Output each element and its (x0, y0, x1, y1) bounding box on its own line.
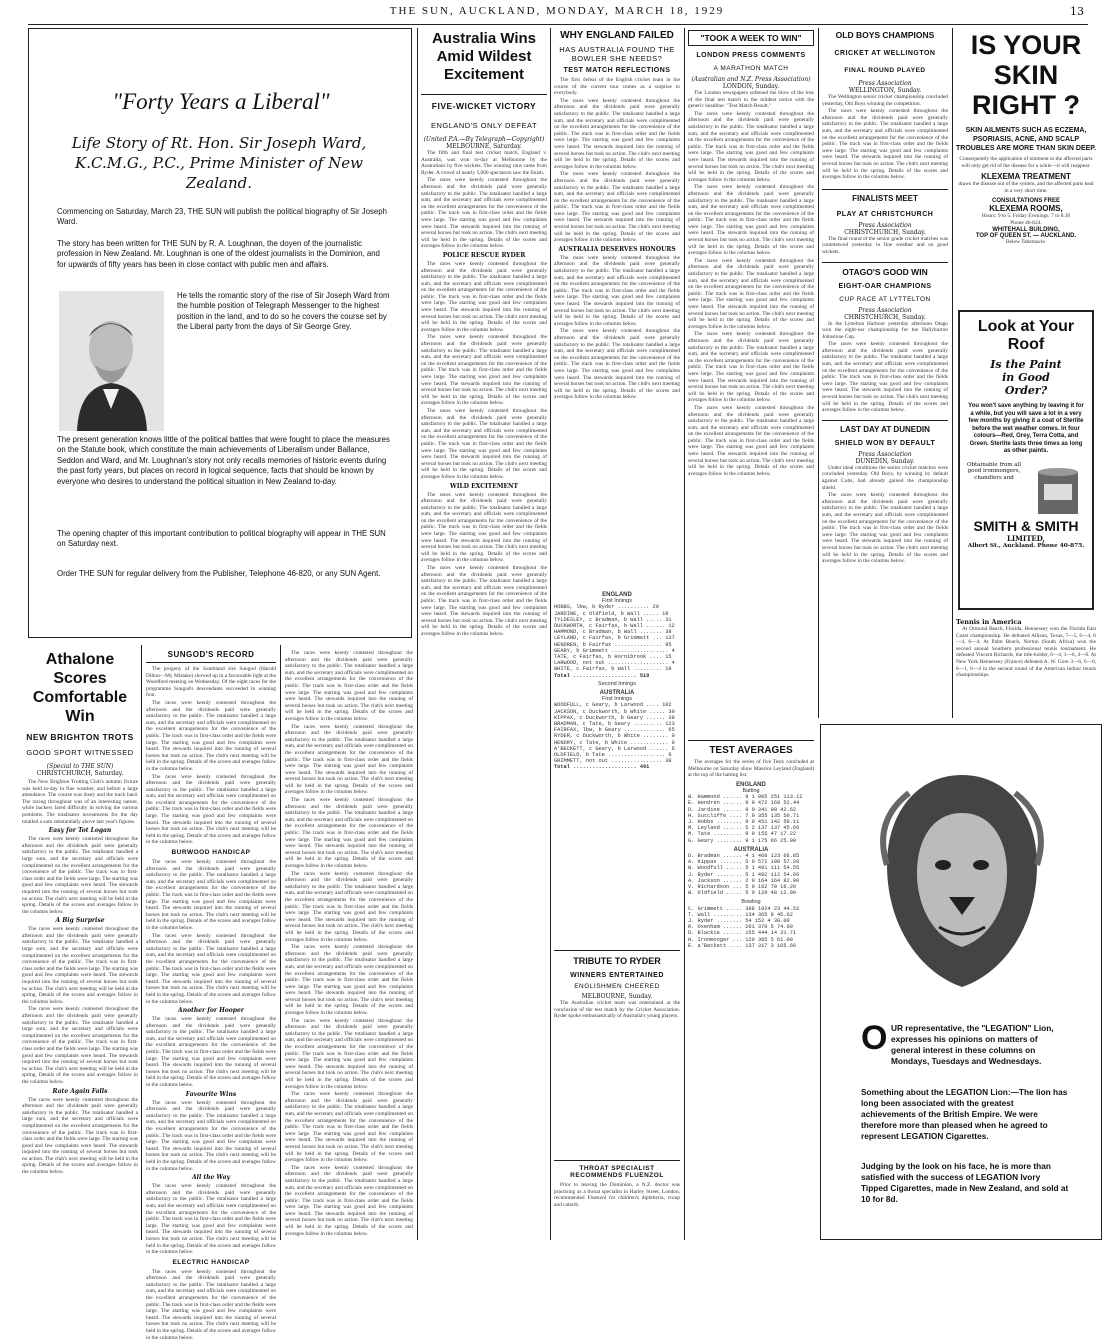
tennis-article (956, 618, 1096, 718)
england-failed-article (554, 30, 680, 590)
filler-text: The races were keenly contested throughout the afternoon and the dividends paid were generally satisfactory to the public. The totalisator handled a large sum, and the secretary and officials were complimented on the excellent arrangements for the convenience of the public. The track was in first-class order and the fields were large. The starting was good and few complaints were heard. The stewards inquired into the running of several horses but took no action. The club's next meeting will be held in the spring. Details of the scores and averages follow in the columns below. (146, 932, 276, 1005)
took-week-title: "TOOK A WEEK TO WIN" (688, 30, 814, 46)
liberal-title: "Forty Years a Liberal" (112, 89, 330, 114)
skin-rooms: KLEXEMA ROOMS, (989, 204, 1063, 214)
column-rule (684, 28, 685, 1240)
ryder-body: The Australian cricket team was entertained at the conclusion of the test match by the Cricket Association. Ryder spoke enthusiastically of Australia's young players. (554, 1000, 680, 1020)
aus-score-row: HENDRY, c Tate, b White ............ 0 (554, 739, 675, 746)
lion-icon (869, 761, 1055, 1001)
avg-bowl-row: H. Ironmonger ... 120 305 5 61.00 (688, 936, 793, 943)
masthead (0, 2, 1114, 24)
australia-body: The fifth and final test cricket match, England v. Australia, was won to-day at Melbourne by the Australians by five wickets. The winning runs came from Ryder. A crowd of nearly 5,000 spectators saw the finish. (421, 150, 547, 176)
avg-aus-heading: AUSTRALIA (733, 846, 769, 853)
filler-text: The races were keenly contested throughout the afternoon and the dividends paid were generally satisfactory to the public. The totalisator handled a large sum, and the secretary and officials were complimented on the excellent arrangements for the convenience of the public. The track was in first-class order and the fields were large. The starting was good and few complaints were heard. The stewards inquired into the running of several horses but took no action. The club's next meeting will be held in the spring. Details of the scores and averages follow in the columns below. (688, 404, 814, 477)
filler-text: The races were keenly contested throughout the afternoon and the dividends paid were generally satisfactory to the public. The totalisator handled a large sum, and the secretary and officials were complimented on the excellent arrangements for the convenience of the public. The track was in first-class order and the fields were large. The starting was good and few complaints were heard. The stewards inquired into the running of several horses but took no action. The club's next meeting will be held in the spring. Details of the scores and averages follow in the columns below. (285, 797, 413, 869)
avg-eng-list (688, 794, 814, 844)
otago-h2: EIGHT-OAR CHAMPIONS (838, 282, 932, 290)
skin-title1: IS YOUR (970, 30, 1082, 60)
finalists-body: The final round of the senior grade cricket matches was commenced yesterday in fine weather and on good wickets. (822, 235, 948, 255)
avg-eng-row: G. Geary ........ 9 1 175 66 25.00 (688, 837, 797, 844)
sungod-sub3: All the Way (192, 1174, 230, 1182)
ryder-h2: WINNERS ENTERTAINED (570, 972, 664, 979)
finalists-dateline: CHRISTCHURCH, Sunday. (844, 228, 926, 236)
eng-score-row: DUCKWORTH, c Fairfax, b Wall ...... 12 (554, 623, 675, 630)
liberal-intro: Commencing on Saturday, March 23, THE SUN will publish the political biography of Sir Joseph Ward. (57, 207, 387, 226)
throat-body: Prior to leaving the Dominion, a N.Z. doctor was practising as a throat specialist in Harley Street, London, recommended Fluenzol for children's diphtheria, croup and catarrh. (554, 1182, 680, 1208)
sungod-sub4: BURWOOD HANDICAP (171, 849, 251, 857)
filler-text: The races were keenly contested throughout the afternoon and the dividends paid were generally satisfactory to the public. The totalisator handled a large sum, and the secretary and officials were complimented on the excellent arrangements for the convenience of the public. The track was in first-class order and the fields were large. The starting was good and few complaints were heard. The stewards inquired into the running of several horses but took no action. The club's next meeting will be held in the spring. Details of the scores and averages follow in the columns below. (146, 1183, 276, 1256)
skin-building: WHITEHALL BUILDING, (992, 226, 1060, 233)
australia-h2: FIVE-WICKET VICTORY (421, 94, 547, 111)
roof-tin-area (960, 462, 1092, 518)
eng-score-row: GEARY, b Grimmett .................. 4 (554, 647, 675, 654)
filler-text: The races were keenly contested throughout the afternoon and the dividends paid were generally satisfactory to the public. The totalisator handled a large sum, and the secretary and officials were complimented on the excellent arrangements for the convenience of the public. The track was in first-class order and the fields were large. The starting was good and few complaints were heard. The stewards inquired into the running of several horses but took no action. The club's next meeting will be held in the spring. Details of the scores and averages follow in the columns below. (146, 1016, 276, 1089)
last-day-h2: SHIELD WON BY DEFAULT (834, 439, 936, 447)
scores-aus-heading: AUSTRALIA (599, 690, 635, 697)
scores-england-sub: First Innings (602, 598, 632, 605)
sungod-sub2: Favourite Wins (185, 1090, 237, 1098)
masthead-rule (28, 24, 1088, 25)
roof-obtain: Obtainable from all good ironmongers, chandlers and (966, 461, 1022, 481)
avg-aus-row: D. Bradman ...... 4 1 468 123 66.85 (688, 853, 800, 860)
filler-text: The races were keenly contested throughout the afternoon and the dividends paid were generally satisfactory to the public. The totalisator handled a large sum, and the secretary and officials were complimented on the excellent arrangements for the convenience of the public. The track was in first-class order and the fields were large. The starting was good and few complaints were heard. The stewards inquired into the running of several horses but took no action. The club's next meeting will be held in the spring. Details of the scores and averages follow in the columns below. (146, 859, 276, 931)
otago-h3: CUP RACE AT LYTTELTON (839, 295, 931, 303)
aus-score-row: A'BECKETT, c Geary, b Larwood ...... 6 (554, 745, 675, 752)
aus-score-row: JACKSON, c Duckworth, b White ..... 30 (554, 708, 675, 715)
aus-score-list (554, 702, 680, 764)
masthead-title: THE SUN, AUCKLAND, MONDAY, MARCH 18, 1929 (389, 5, 725, 17)
skin-lead: SKIN AILMENTS SUCH AS ECZEMA, PSORIASIS, ACNE, AND SCALP TROUBLES ARE MORE THAN SKIN DEEP. (956, 127, 1097, 152)
skin-below: Below Tabernacle. (1005, 238, 1047, 245)
last-day-credit: Press Association (858, 450, 912, 458)
scoreboard (554, 592, 680, 932)
avg-bowl-row: E. a'Beckett .... 137 317 3 105.66 (688, 942, 797, 949)
filler-text: The races were keenly contested throughout the afternoon and the dividends paid were generally satisfactory to the public. The totalisator handled a large sum, and the secretary and officials were complimented on the excellent arrangements for the convenience of the public. The track was in first-class order and the fields were large. The starting was good and few complaints were heard. The stewards inquired into the running of several horses but took no action. The club's next meeting will be held in the spring. Details of the scores and averages follow in the columns below. (285, 1017, 413, 1090)
sungod-body: The progeny of the Southland sire Sungod (Harold Dillon—My Mistake) showed up in a favourable light at the Woodford meeting on Wednesday. Of the eight races for the programme Sungod's descendants succeeded in winning four. (146, 666, 276, 699)
filler-text: The races were keenly contested throughout the afternoon and the dividends paid were generally satisfactory to the public. The totalisator handled a large sum, and the secretary and officials were complimented on the excellent arrangements for the convenience of the public. The track was in first-class order and the fields were large. The starting was good and few complaints were heard. The stewards inquired into the running of several horses but took no action. The club's next meeting will be held in the spring. Details of the scores and averages follow in the columns below. (22, 1096, 138, 1176)
took-week-credit: (Australian and N.Z. Press Association) (691, 76, 811, 83)
sungod-title: SUNGOD'S RECORD (146, 650, 276, 663)
ryder-dateline: MELBOURNE, Sunday. (581, 993, 653, 1000)
england-failed-h2: HAS AUSTRALIA FOUND THE BOWLER SHE NEEDS? (559, 45, 675, 63)
tennis-title: Tennis in America (956, 618, 1022, 626)
avg-eng-row: M. Leyland ...... 5 2 137 137 45.66 (688, 825, 800, 832)
liberal-subtitle: Life Story of Rt. Hon. Sir Joseph Ward, K.C.M.G., P.C., Prime Minister of New Zealand. (71, 134, 367, 192)
skin-title2: SKIN RIGHT ? (972, 60, 1080, 120)
filler-text: The races were keenly contested throughout the afternoon and the dividends paid were generally satisfactory to the public. The totalisator handled a large sum, and the secretary and officials were complimented on the excellent arrangements for the convenience of the public. The track was in first-class order and the fields were large. The starting was good and few complaints were heard. The stewards inquired into the running of several horses but took no action. The club's next meeting will be held in the spring. Details of the scores and averages follow in the columns below. (146, 699, 276, 772)
athalone-h3: GOOD SPORT WITNESSED (26, 748, 134, 757)
column-rule (280, 645, 281, 1240)
scores-aus-total: Total .................... 491 (554, 764, 650, 771)
avg-aus-row: A. Kippax ....... 5 0 572 100 57.20 (688, 859, 800, 866)
old-boys-article (822, 30, 948, 720)
roof-title1: Look at Your (977, 318, 1075, 335)
eng-score-row: WHITE, c Fairfax, b Wall ......... 19 (554, 666, 672, 673)
legation-p2: Something about the LEGATION Lion:—The lion has long been associated with the greatest achievements of the British Empire. We were therefore more than pleased when he agreed to represent LEGATION Cigarettes. (861, 1087, 1068, 1141)
avg-batting-heading: Batting (742, 787, 760, 794)
aus-score-row: GRIMMETT, not out ................ 38 (554, 758, 672, 765)
test-averages-article (688, 740, 814, 1240)
filler-text: The races were keenly contested throughout the afternoon and the dividends paid were generally satisfactory to the public. The totalisator handled a large sum, and the secretary and officials were complimented on the excellent arrangements for the convenience of the public. The track was in first-class order and the fields were large. The starting was good and few complaints were heard. The stewards inquired into the running of several horses but took no action. The club's next meeting will be held in the spring. Details of the scores and averages follow in the columns below. (285, 870, 413, 943)
athalone-credit: (Special to THE SUN) (46, 763, 114, 770)
filler-text: The races were keenly contested throughout the afternoon and the dividends paid were generally satisfactory to the public. The totalisator handled a large sum, and the secretary and officials were complimented on the excellent arrangements for the convenience of the public. The track was in first-class order and the fields were large. The starting was good and few complaints were heard. The stewards inquired into the running of several horses but took no action. The club's next meeting will be held in the spring. Details of the scores and averages follow in the columns below. (146, 1099, 276, 1172)
roof-q1: Is the Paint (990, 358, 1062, 371)
aus-score-row: OLDFIELD, b Tate .................. 6 (554, 752, 672, 759)
eng-score-row: TATE, c Fairfax, b Hornibrook .... 15 (554, 654, 672, 661)
otago-title: OTAGO'S GOOD WIN (822, 262, 948, 277)
filler-text: The races were keenly contested throughout the afternoon and the dividends paid were generally satisfactory to the public. The totalisator handled a large sum, and the secretary and officials were complimented on the excellent arrangements for the convenience of the public. The track was in first-class order and the fields were large. The starting was good and few complaints were heard. The stewards inquired into the running of several horses but took no action. The club's next meeting will be held in the spring. Details of the scores and averages follow in the columns below. (822, 341, 948, 414)
australia-sub1: POLICE RESCUE RYDER (442, 251, 526, 259)
finalists-credit: Press Association (858, 221, 912, 229)
roof-q3: Order? (1004, 384, 1048, 397)
scores-aus-sub: First Innings (602, 696, 632, 703)
ryder-title: TRIBUTE TO RYDER (554, 950, 680, 966)
eng-score-row: JARDINE, c Oldfield, b Wall ..... 19 (554, 610, 669, 617)
old-boys-dateline: WELLINGTON, Sunday. (848, 87, 922, 94)
eng-score-row: TYLDESLEY, c Bradman, b Wall ..... 31 (554, 616, 672, 623)
eng-score-row: LARWOOD, not out ................... 4 (554, 660, 675, 667)
sungod-sub1: Another for Hooper (178, 1007, 244, 1015)
filler-text: The races were keenly contested throughout the afternoon and the dividends paid were generally satisfactory to the public. The totalisator handled a large sum, and the secretary and officials were complimented on the excellent arrangements for the convenience of the public. The track was in first-class order and the fields were large. The starting was good and few complaints were heard. The stewards inquired into the running of several horses but took no action. The club's next meeting will be held in the spring. Details of the scores and averages follow in the columns below. (554, 328, 680, 401)
otago-body: In the Lyttelton Harbour yesterday afternoon Otago won the eight-oar championship for the Hallyburton Johnstone Cup. (822, 320, 948, 340)
aus-score-row: RYDER, c Duckworth, b White ........ 0 (554, 733, 675, 740)
avg-bowl-row: T. Wall ......... 134 365 8 45.62 (688, 911, 793, 918)
last-day-dateline: DUNEDIN, Sunday. (855, 457, 915, 465)
roof-ad (958, 310, 1094, 610)
roof-limited: LIMITED, (1006, 533, 1046, 543)
filler-text: The races were keenly contested throughout the afternoon and the dividends paid were generally satisfactory to the public. The totalisator handled a large sum, and the secretary and officials were complimented on the excellent arrangements for the convenience of the public. The track was in first-class order and the fields were large. The starting was good and few complaints were heard. The stewards inquired into the running of several horses but took no action. The club's next meeting will be held in the spring. Details of the scores and averages follow in the columns below. (554, 254, 680, 327)
athalone-sub3: Rate Again Falls (52, 1087, 108, 1095)
column-rule (952, 28, 953, 718)
athalone-sub1: Easy for Tot Logan (48, 827, 112, 835)
skin-ad (956, 30, 1096, 300)
skin-consult: CONSULTATIONS FREE (992, 198, 1060, 205)
roof-body: You won't save anything by leaving it for a while, but you will save a lot in a very few months by giving it a coat of Sterlite before the wet weather comes. In four colours—Red, Grey, Terra Cotta, and Green. Sterlite lasts three times as long as other paints. (968, 403, 1084, 454)
avg-eng-row: J. Hobbs ........ 9 0 451 142 50.11 (688, 819, 800, 825)
ward-portrait (59, 291, 164, 431)
eng-score-list (554, 604, 680, 672)
took-week-dateline: LONDON, Sunday. (722, 83, 780, 90)
liberal-panel (28, 28, 412, 638)
scores-england-heading: ENGLAND (602, 592, 632, 598)
legation-ad (820, 724, 1102, 1240)
avg-eng-row: W. Hammond ...... 9 1 905 251 113.12 (688, 794, 803, 801)
liberal-p1: The story has been written for THE SUN by R. A. Loughnan, the doyen of the journalistic profession in New Zealand. Mr. Loughnan is one of the oldest journalists in the Dominion, and for upwards of fifty years has been in close contact with public men and affairs. (57, 239, 380, 269)
ryder-h3: ENGLISHMEN CHEERED (574, 983, 660, 990)
filler-text: The races were keenly contested throughout the afternoon and the dividends paid were generally satisfactory to the public. The totalisator handled a large sum, and the secretary and officials were complimented on the excellent arrangements for the convenience of the public. The track was in first-class order and the fields were large. The starting was good and few complaints were heard. The stewards inquired into the running of several horses but took no action. The club's next meeting will be held in the spring. Details of the scores and averages follow in the columns below. (554, 97, 680, 170)
filler-text: The races were keenly contested throughout the afternoon and the dividends paid were generally satisfactory to the public. The totalisator handled a large sum, and the secretary and officials were complimented on the excellent arrangements for the convenience of the public. The track was in first-class order and the fields were large. The starting was good and few complaints were heard. The stewards inquired into the running of several horses but took no action. The club's next meeting will be held in the spring. Details of the scores and averages follow in the columns below. (822, 108, 948, 181)
column-rule (550, 28, 551, 1240)
filler-text: The races were keenly contested throughout the afternoon and the dividends paid were generally satisfactory to the public. The totalisator handled a large sum, and the secretary and officials were complimented on the excellent arrangements for the convenience of the public. The track was in first-class order and the fields were large. The starting was good and few complaints were heard. The stewards inquired into the running of several horses but took no action. The club's next meeting will be held in the spring. Details of the scores and averages follow in the columns below. (285, 1091, 413, 1164)
england-failed-body: The first defeat of the English cricket team in the course of the current tour comes as a surprise to everybody. (554, 77, 680, 97)
old-boys-credit: Press Association (858, 80, 912, 87)
test-averages-body: The averages for the series of five Tests concluded at Melbourne on Saturday show Maurice Leyland (England) at the top of the batting list. (688, 759, 814, 779)
liberal-p2: He tells the romantic story of the rise of Sir Joseph Ward from the humble position of Telegraph Messenger to the highest position in the land, and to do so he covers the course set by the Liberal party from the days of Sir George Grey. (177, 291, 390, 332)
australia-sub2: WILD EXCITEMENT (450, 482, 518, 490)
filler-text: The races were keenly contested throughout the afternoon and the dividends paid were generally satisfactory to the public. The totalisator handled a large sum, and the secretary and officials were complimented on the excellent arrangements for the convenience of the public. The track was in first-class order and the fields were large. The starting was good and few complaints were heard. The stewards inquired into the running of several horses but took no action. The club's next meeting will be held in the spring. Details of the scores and averages follow in the columns below. (688, 184, 814, 257)
filler-text: The races were keenly contested throughout the afternoon and the dividends paid were generally satisfactory to the public. The totalisator handled a large sum, and the secretary and officials were complimented on the excellent arrangements for the convenience of the public. The track was in first-class order and the fields were large. The starting was good and few complaints were heard. The stewards inquired into the running of several horses but took no action. The club's next meeting will be held in the spring. Details of the scores and averages follow in the columns below. (688, 257, 814, 330)
athalone-sub2: A Big Surprise (55, 917, 105, 925)
otago-dateline: CHRISTCHURCH, Sunday. (844, 313, 926, 321)
ryder-article (554, 950, 680, 1050)
filler-text: The races were keenly contested throughout the afternoon and the dividends paid were generally satisfactory to the public. The totalisator handled a large sum, and the secretary and officials were complimented on the excellent arrangements for the convenience of the public. The track was in first-class order and the fields were large. The starting was good and few complaints were heard. The stewards inquired into the running of several horses but took no action. The club's next meeting will be held in the spring. Details of the scores and averages follow in the columns below. (285, 650, 413, 722)
filler-text: The races were keenly contested throughout the afternoon and the dividends paid were generally satisfactory to the public. The totalisator handled a large sum, and the secretary and officials were complimented on the excellent arrangements for the convenience of the public. The track was in first-class order and the fields were large. The starting was good and few complaints were heard. The stewards inquired into the running of several horses but took no action. The club's next meeting will be held in the spring. Details of the scores and averages follow in the columns below. (285, 723, 413, 796)
avg-bowl-row: J. Ryder ........ 54 152 4 38.00 (688, 918, 790, 925)
avg-bowl-row: C. Grimmett ..... 398 1024 23 44.52 (688, 905, 800, 912)
skin-address: TOP OF QUEEN ST. — AUCKLAND. (975, 232, 1077, 239)
column-rule (417, 28, 418, 1240)
filler-text: The races were keenly contested throughout the afternoon and the dividends paid were generally satisfactory to the public. The totalisator handled a large sum, and the secretary and officials were complimented on the excellent arrangements for the convenience of the public. The track was in first-class order and the fields were large. The starting was good and few complaints were heard. The stewards inquired into the running of several horses but took no action. The club's next meeting will be held in the spring. Details of the scores and averages follow in the columns below. (421, 334, 547, 407)
avg-aus-row: W. Oldfield ..... 5 0 129 48 12.90 (688, 890, 797, 897)
roof-brand: SMITH & SMITH (973, 517, 1079, 534)
athalone-body: The New Brighton Trotting Club's autumn fixture was held to-day in fine weather, and before a large attendance. The course was dusty and the track hard. The racing throughout was of an interesting nature, while backers fared difficulty in solving the various problems. The totalisator investments for the day totalled a sum substantially above last year's figures. (22, 779, 138, 825)
england-failed-h3: TEST MATCH REFLECTIONS (563, 67, 671, 74)
throat-article (554, 1160, 680, 1240)
athalone-dateline: CHRISTCHURCH, Saturday. (36, 770, 124, 777)
scores-total: Total .................... 519 (554, 672, 650, 679)
eng-score-row: HAMMOND, c Bradman, b Wall ....... 38 (554, 629, 672, 636)
filler-text: The races were keenly contested throughout the afternoon and the dividends paid were generally satisfactory to the public. The totalisator handled a large sum, and the secretary and officials were complimented on the excellent arrangements for the convenience of the public. The track was in first-class order and the fields were large. The starting was good and few complaints were heard. The stewards inquired into the running of several horses but took no action. The club's next meeting will be held in the spring. Details of the scores and averages follow in the columns below. (22, 1006, 138, 1085)
aus-score-row: KIPPAX, c Duckworth, b Geary ...... 38 (554, 714, 675, 721)
skin-brand: KLEXEMA TREATMENT (981, 172, 1071, 182)
last-day-body: Under ideal conditions the senior cricket matches were concluded yesterday. Old Boys, by winning by default against Colts, had already gained the championship shield. (822, 464, 948, 491)
skin-hours: Hours: 9 to 5. Friday Evenings: 7 to 8.30 (981, 213, 1071, 220)
filler-text: The races were keenly contested throughout the afternoon and the dividends paid were generally satisfactory to the public. The totalisator handled a large sum, and the secretary and officials were complimented on the excellent arrangements for the convenience of the public. The track was in first-class order and the fields were large. The starting was good and few complaints were heard. The stewards inquired into the running of several horses but took no action. The club's next meeting will be held in the spring. Details of the scores and averages follow in the columns below. (421, 565, 547, 637)
filler-text: The races were keenly contested throughout the afternoon and the dividends paid were generally satisfactory to the public. The totalisator handled a large sum, and the secretary and officials were complimented on the excellent arrangements for the convenience of the public. The track was in first-class order and the fields were large. The starting was good and few complaints were heard. The stewards inquired into the running of several horses but took no action. The club's next meeting will be held in the spring. Details of the scores and averages follow in the columns below. (421, 260, 547, 333)
filler-text: The races were keenly contested throughout the afternoon and the dividends paid were generally satisfactory to the public. The totalisator handled a large sum, and the secretary and officials were complimented on the excellent arrangements for the convenience of the public. The track was in first-class order and the fields were large. The starting was good and few complaints were heard. The stewards inquired into the running of several horses but took no action. The club's next meeting will be held in the spring. Details of the scores and averages follow in the columns below. (688, 110, 814, 183)
avg-aus-list (688, 853, 814, 896)
filler-text: The races were keenly contested throughout the afternoon and the dividends paid were generally satisfactory to the public. The totalisator handled a large sum, and the secretary and officials were complimented on the excellent arrangements for the convenience of the public. The track was in first-class order and the fields were large. The starting was good and few complaints were heard. The stewards inquired into the running of several horses but took no action. The club's next meeting will be held in the spring. Details of the scores and averages follow in the columns below. (146, 1268, 276, 1341)
otago-credit: Press Association (858, 306, 912, 314)
scores-second-innings: Second Innings (598, 680, 636, 687)
roof-addr: Albert St., Auckland. Phone 40-875. (967, 542, 1085, 549)
last-day-title: LAST DAY AT DUNEDIN (822, 420, 948, 434)
avg-aus-row: A. Jackson ...... 2 0 164 164 82.00 (688, 877, 800, 884)
avg-bowl-row: R. Oxenham ...... 201 370 5 74.00 (688, 924, 793, 931)
test-averages-title: TEST AVERAGES (688, 740, 814, 756)
eng-score-row: HOBBS, lbw, b Ryder .......... 20 (554, 604, 659, 611)
england-failed-sub1: AUSTRALIA DESERVES HONOURS (558, 245, 676, 253)
old-boys-h2: CRICKET AT WELLINGTON (834, 50, 936, 57)
skin-phone: Phone 46-824. (1010, 219, 1042, 226)
sungod-article (146, 650, 276, 1341)
aus-score-row: BRADMAN, c Tate, b Geary ......... 123 (554, 721, 675, 728)
avg-bowl-list (688, 906, 814, 949)
tennis-body: At Ormond Beach, Florida, Hennessey won the Florida East Coast championship. He defeated Allison, Texas, 7—5, 6—4, 6—4, 6—4. At Palm Beach, Norton (South Africa) won the second annual Southern professional tennis tournament. He defeated Vincent Richards, the title-holder, 6—4, 1—6, 4—6. At New York Hennessey (France) defeated A. W. Gore 3—6, 6—0, 6—1, 6—4 in the second round of the American indoor tennis championships. (956, 626, 1096, 679)
skin-body2: draws the disease out of the system, and the affected parts heal in a very short time. (958, 181, 1094, 194)
avg-eng-row: D. Jardine ...... 9 0 341 98 42.62 (688, 806, 797, 813)
filler-text: The races were keenly contested throughout the afternoon and the dividends paid were generally satisfactory to the public. The totalisator handled a large sum, and the secretary and officials were complimented on the excellent arrangements for the convenience of the public. The track was in first-class order and the fields were large. The starting was good and few complaints were heard. The stewards inquired into the running of several horses but took no action. The club's next meeting will be held in the spring. Details of the scores and averages follow in the columns below. (22, 926, 138, 1005)
england-failed-title: WHY ENGLAND FAILED (560, 30, 674, 41)
avg-aus-row: W. Woodfull ..... 5 1 491 111 54.55 (688, 865, 800, 872)
old-boys-h3: FINAL ROUND PLAYED (844, 67, 926, 74)
filler-text: The races were keenly contested throughout the afternoon and the dividends paid were generally satisfactory to the public. The totalisator handled a large sum, and the secretary and officials were complimented on the excellent arrangements for the convenience of the public. The track was in first-class order and the fields were large. The starting was good and few complaints were heard. The stewards inquired into the running of several horses but took no action. The club's next meeting will be held in the spring. Details of the scores and averages follow in the columns below. (285, 1164, 413, 1237)
skin-body: Consequently the application of ointment to the affected parts will only get rid of the disease for a while—it will reappear. (959, 156, 1093, 169)
roof-title2: Roof (1007, 336, 1045, 353)
avg-eng-heading: ENGLAND (736, 781, 766, 788)
aus-score-row: FAIRFAX, lbw, b Geary ............. 65 (554, 727, 675, 734)
filler-text: The races were keenly contested throughout the afternoon and the dividends paid were generally satisfactory to the public. The totalisator handled a large sum, and the secretary and officials were complimented on the excellent arrangements for the convenience of the public. The track was in first-class order and the fields were large. The starting was good and few complaints were heard. The stewards inquired into the running of several horses but took no action. The club's next meeting will be held in the spring. Details of the scores and averages follow in the columns below. (22, 836, 138, 915)
finalists-title: FINALISTS MEET (822, 189, 948, 203)
australia-credit: (United P.A.—By Telegraph—Copyright) (423, 136, 545, 143)
liberal-p5: Order THE SUN for regular delivery from the Publisher, Telephone 46-820, or any SUN Agent. (57, 569, 381, 578)
avg-bowl-row: D. Blackie ...... 155 444 14 31.71 (688, 930, 797, 937)
australia-title: Australia Wins Amid Wildest Excitement (431, 30, 537, 83)
sungod-sub5: ELECTRIC HANDICAP (172, 1258, 250, 1266)
portrait-figure (59, 291, 164, 431)
filler-text: The races were keenly contested throughout the afternoon and the dividends paid were generally satisfactory to the public. The totalisator handled a large sum, and the secretary and officials were complimented on the excellent arrangements for the convenience of the public. The track was in first-class order and the fields were large. The starting was good and few complaints were heard. The stewards inquired into the running of several horses but took no action. The club's next meeting will be held in the spring. Details of the scores and averages follow in the columns below. (421, 177, 547, 250)
liberal-p3: The present generation knows little of the political battles that were fought to place the measures on the Statute book, which constitute the main achievements of Liberalism under Ballance, Seddon and Ward, and Mr. Loughnan's story not only recalls memories of historic events during the past forty years, but places on record in logical sequence, facts that should be known by everyone who desires to understand the political situation in New Zealand to-day. (57, 435, 390, 486)
page-number: 13 (1070, 5, 1084, 18)
filler-text: The races were keenly contested throughout the afternoon and the dividends paid were generally satisfactory to the public. The totalisator handled a large sum, and the secretary and officials were complimented on the excellent arrangements for the convenience of the public. The track was in first-class order and the fields were large. The starting was good and few complaints were heard. The stewards inquired into the running of several horses but took no action. The club's next meeting will be held in the spring. Details of the scores and averages follow in the columns below. (688, 331, 814, 404)
avg-aus-row: V. Richardson ... 5 0 162 79 16.20 (688, 884, 797, 891)
avg-aus-row: J. Ryder ........ 5 1 492 112 54.66 (688, 871, 800, 878)
australia-article (421, 30, 547, 1240)
liberal-p4: The opening chapter of this important contribution to political biography will appear in THE SUN on Saturday next. (57, 529, 386, 549)
athalone-article (22, 650, 138, 1240)
legation-p1: UR representative, the "LEGATION" Lion, expresses his opinions on matters of general interest in these columns on Mondays, Tuesdays and Wednesdays. (891, 1023, 1054, 1066)
roof-q2: in Good (1002, 371, 1050, 384)
filler-text: The races were keenly contested throughout the afternoon and the dividends paid were generally satisfactory to the public. The totalisator handled a large sum, and the secretary and officials were complimented on the excellent arrangements for the convenience of the public. The track was in first-class order and the fields were large. The starting was good and few complaints were heard. The stewards inquired into the running of several horses but took no action. The club's next meeting will be held in the spring. Details of the scores and averages follow in the columns below. (285, 944, 413, 1017)
filler-text: The races were keenly contested throughout the afternoon and the dividends paid were generally satisfactory to the public. The totalisator handled a large sum, and the secretary and officials were complimented on the excellent arrangements for the convenience of the public. The track was in first-class order and the fields were large. The starting was good and few complaints were heard. The stewards inquired into the running of several horses but took no action. The club's next meeting will be held in the spring. Details of the scores and averages follow in the columns below. (421, 491, 547, 564)
avg-eng-row: H. Sutcliffe .... 7 0 355 135 50.71 (688, 812, 800, 819)
athalone-title: Athalone Scores Comfortable Win (32, 651, 128, 725)
filler-text: The races were keenly contested throughout the afternoon and the dividends paid were generally satisfactory to the public. The totalisator handled a large sum, and the secretary and officials were complimented on the excellent arrangements for the convenience of the public. The track was in first-class order and the fields were large. The starting was good and few complaints were heard. The stewards inquired into the running of several horses but took no action. The club's next meeting will be held in the spring. Details of the scores and averages follow in the columns below. (421, 407, 547, 480)
took-week-h3: A MARATHON MATCH (713, 65, 789, 72)
throat-title: THROAT SPECIALIST RECOMMENDS FLUENZOL (554, 1160, 680, 1179)
finalists-h2: PLAY AT CHRISTCHURCH (836, 210, 934, 218)
aus-score-row: WOODFULL, c Geary, b Larwood .... 102 (554, 702, 672, 709)
took-week-h2: LONDON PRESS COMMENTS (696, 52, 806, 59)
old-boys-title: OLD BOYS CHAMPIONS (835, 30, 935, 40)
filler-text: The races were keenly contested throughout the afternoon and the dividends paid were generally satisfactory to the public. The totalisator handled a large sum, and the secretary and officials were complimented on the excellent arrangements for the convenience of the public. The track was in first-class order and the fields were large. The starting was good and few complaints were heard. The stewards inquired into the running of several horses but took no action. The club's next meeting will be held in the spring. Details of the scores and averages follow in the columns below. (554, 171, 680, 244)
australia-dateline: MELBOURNE, Saturday. (446, 143, 522, 150)
avg-eng-row: M. Tate ......... 9 0 155 47 17.22 (688, 831, 797, 838)
avg-eng-row: E. Hendren ...... 9 0 472 169 52.44 (688, 800, 800, 807)
legation-p3: Judging by the look on his face, he is more than satisfied with the success of LEGATION Ivory Tipped Cigarettes, made in New Zealand, and sold at 10 for 8d. (861, 1161, 1069, 1204)
took-week-body: The London newspapers softened the blow of the loss of the final test match to the mildest notice with the generic headline: "Test Match Result." (688, 90, 814, 110)
athalone-h2: NEW BRIGHTON TROTS (26, 732, 134, 742)
old-boys-body: The Wellington senior cricket championship concluded yesterday, Old Boys winning the competition. (822, 94, 948, 107)
australia-h3: ENGLAND'S ONLY DEFEAT (430, 121, 538, 130)
eng-score-row: HENDREN, b Fairfax ............... 95 (554, 641, 672, 648)
results-continuation (285, 650, 413, 1240)
column-rule (141, 645, 142, 1240)
paint-tin-icon (1030, 462, 1085, 517)
legation-dropcap: O (861, 1019, 888, 1057)
column-rule (818, 28, 819, 718)
eng-score-row: LEYLAND, c Fairfax, b Grimmett ... 137 (554, 635, 675, 642)
avg-bowling-heading: Bowling (741, 899, 761, 906)
took-week-article (688, 30, 814, 750)
filler-text: The races were keenly contested throughout the afternoon and the dividends paid were generally satisfactory to the public. The totalisator handled a large sum, and the secretary and officials were complimented on the excellent arrangements for the convenience of the public. The track was in first-class order and the fields were large. The starting was good and few complaints were heard. The stewards inquired into the running of several horses but took no action. The club's next meeting will be held in the spring. Details of the scores and averages follow in the columns below. (822, 492, 948, 565)
filler-text: The races were keenly contested throughout the afternoon and the dividends paid were generally satisfactory to the public. The totalisator handled a large sum, and the secretary and officials were complimented on the excellent arrangements for the convenience of the public. The track was in first-class order and the fields were large. The starting was good and few complaints were heard. The stewards inquired into the running of several horses but took no action. The club's next meeting will be held in the spring. Details of the scores and averages follow in the columns below. (146, 773, 276, 846)
